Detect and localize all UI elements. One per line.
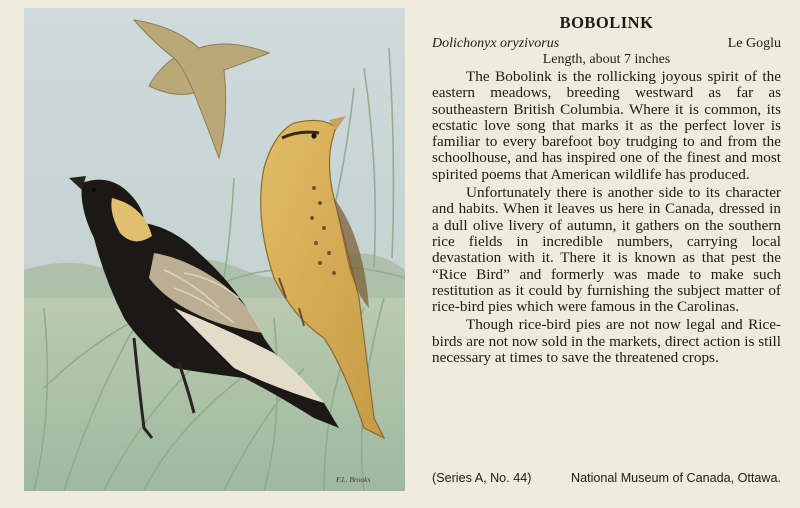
bird-illustration bbox=[24, 8, 405, 491]
names-row bbox=[432, 36, 781, 52]
artist-signature: F.L. Brooks bbox=[336, 475, 371, 484]
species-title: BOBOLINK bbox=[559, 13, 654, 32]
publisher-label: National Museum of Canada, Ottawa. bbox=[570, 471, 781, 485]
card-footer bbox=[432, 470, 781, 486]
paragraph-2: Unfortunately there is another side to its character and habits. When it leaves us here in Canada, dressed in a dull olive livery of autumn, it gathers on the southern rice fields in incredible numbers, carrying local devastation with it. There it is known as that pest the “Rice Bird” and formerly was made to make such restitution as it could by furnishing the subject matter of rice-bird pies which were famous in the Carolinas. bbox=[432, 184, 781, 316]
scientific-name: Dolichonyx oryzivorus bbox=[432, 36, 560, 51]
french-name: Le Goglu bbox=[727, 36, 781, 51]
paragraph-1: The Bobolink is the rollicking joyous spirit of the eastern meadows, breeding westward as far as southeastern British Columbia. Where it is common, its ecstatic love song that marks it as the perfect lover is familiar to every barefoot boy trudging to and from the schoolhouse, and has inspired one of the finest and most spirited poems that American wildlife has produced. bbox=[432, 68, 781, 183]
description-column bbox=[432, 14, 781, 368]
paragraph-3: Though rice-bird pies are not now legal and Rice-birds are not now sold in the markets, direct action is still necessary at times to save the threatened crops. bbox=[432, 316, 781, 367]
series-label: (Series A, No. 44) bbox=[432, 471, 532, 485]
length-note: Length, about 7 inches bbox=[542, 52, 671, 67]
